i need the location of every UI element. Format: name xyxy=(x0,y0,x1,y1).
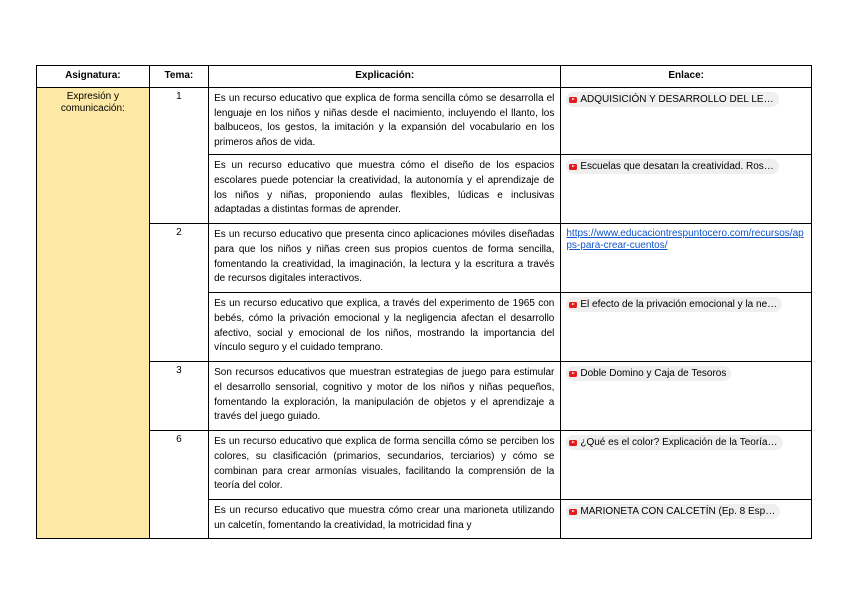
header-subject: Asignatura: xyxy=(37,66,150,88)
theme-cell: 2 xyxy=(149,224,208,362)
youtube-icon xyxy=(569,371,577,377)
web-link[interactable]: https://www.educaciontrespuntocero.com/recursos/apps-para-crear-cuentos/ xyxy=(566,228,804,252)
theme-cell: 3 xyxy=(149,362,208,431)
table-header-row xyxy=(37,66,812,88)
subject-cell: Expresión y comunicación: xyxy=(37,88,150,539)
video-link-chip[interactable] xyxy=(566,297,782,312)
table-row xyxy=(37,88,812,155)
link-cell xyxy=(561,431,812,500)
youtube-icon xyxy=(569,302,577,308)
video-link-chip[interactable] xyxy=(566,159,778,174)
video-link-title: Doble Domino y Caja de Tesoros xyxy=(580,368,727,380)
table-row xyxy=(37,224,812,293)
video-link-chip[interactable] xyxy=(566,504,780,519)
video-link-chip[interactable] xyxy=(566,366,731,381)
theme-cell: 1 xyxy=(149,88,208,224)
video-link-chip[interactable] xyxy=(566,92,778,107)
video-link-title: El efecto de la privación emocional y la ne… xyxy=(580,299,778,311)
link-cell xyxy=(561,155,812,224)
youtube-icon xyxy=(569,509,577,515)
video-link-title: ¿Qué es el color? Explicación de la Teoría… xyxy=(580,437,778,449)
explanation-cell: Es un recurso educativo que muestra cómo el diseño de los espacios escolares puede potenciar la creatividad, la autonomía y el aprendizaje de los niños y niñas, proponiendo aulas flexibles, lúdicas e inclusivas adaptadas a distintas formas de aprender. xyxy=(209,155,561,224)
video-link-title: MARIONETA CON CALCETÍN (Ep. 8 Esp… xyxy=(580,506,776,518)
explanation-cell: Es un recurso educativo que muestra cómo crear una marioneta utilizando un calcetín, fomentando la creatividad, la motricidad fina y xyxy=(209,500,561,538)
explanation-cell: Es un recurso educativo que explica de forma sencilla cómo se perciben los colores, su clasificación (primarios, secundarios, terciarios) y cómo se combinan para crear armonías visuales, facilitando la comprensión de la teoría del color. xyxy=(209,431,561,500)
video-link-title: Escuelas que desatan la creatividad. Ros… xyxy=(580,161,774,173)
video-link-chip[interactable] xyxy=(566,435,782,450)
theme-cell: 6 xyxy=(149,431,208,538)
explanation-cell: Son recursos educativos que muestran estrategias de juego para estimular el desarrollo sensorial, cognitivo y motor de los niños y niñas pequeños, fomentando la exploración, la manipulación de objetos y el aprendizaje a través del juego guiado. xyxy=(209,362,561,431)
video-link-title: ADQUISICIÓN Y DESARROLLO DEL LE… xyxy=(580,94,774,105)
youtube-icon xyxy=(569,164,577,170)
link-cell xyxy=(561,224,812,293)
explanation-cell: Es un recurso educativo que explica, a través del experimento de 1965 con bebés, cómo la privación emocional y la negligencia afectan el desarrollo afectivo, social y emocional de los niños, mostrando la importancia del vínculo seguro y el cuidado temprano. xyxy=(209,293,561,362)
link-cell xyxy=(561,88,812,155)
explanation-cell: Es un recurso educativo que explica de forma sencilla cómo se desarrolla el lenguaje en los niños y niñas desde el nacimiento, incluyendo el llanto, los balbuceos, los gestos, la imitación y la expansión del vocabulario en los primeros años de vida. xyxy=(209,88,561,155)
link-cell xyxy=(561,362,812,431)
resources-table xyxy=(36,65,812,539)
youtube-icon xyxy=(569,97,577,103)
table-row xyxy=(37,362,812,431)
header-link: Enlace: xyxy=(561,66,812,88)
link-cell xyxy=(561,293,812,362)
youtube-icon xyxy=(569,440,577,446)
table-row xyxy=(37,431,812,500)
link-cell xyxy=(561,500,812,538)
explanation-cell: Es un recurso educativo que presenta cinco aplicaciones móviles diseñadas para que los niños y niñas creen sus propios cuentos de forma sencilla, fomentando la creatividad, la imaginación, la lectura y la escritura a través de recursos digitales interactivos. xyxy=(209,224,561,293)
header-explanation: Explicación: xyxy=(209,66,561,88)
header-theme: Tema: xyxy=(149,66,208,88)
